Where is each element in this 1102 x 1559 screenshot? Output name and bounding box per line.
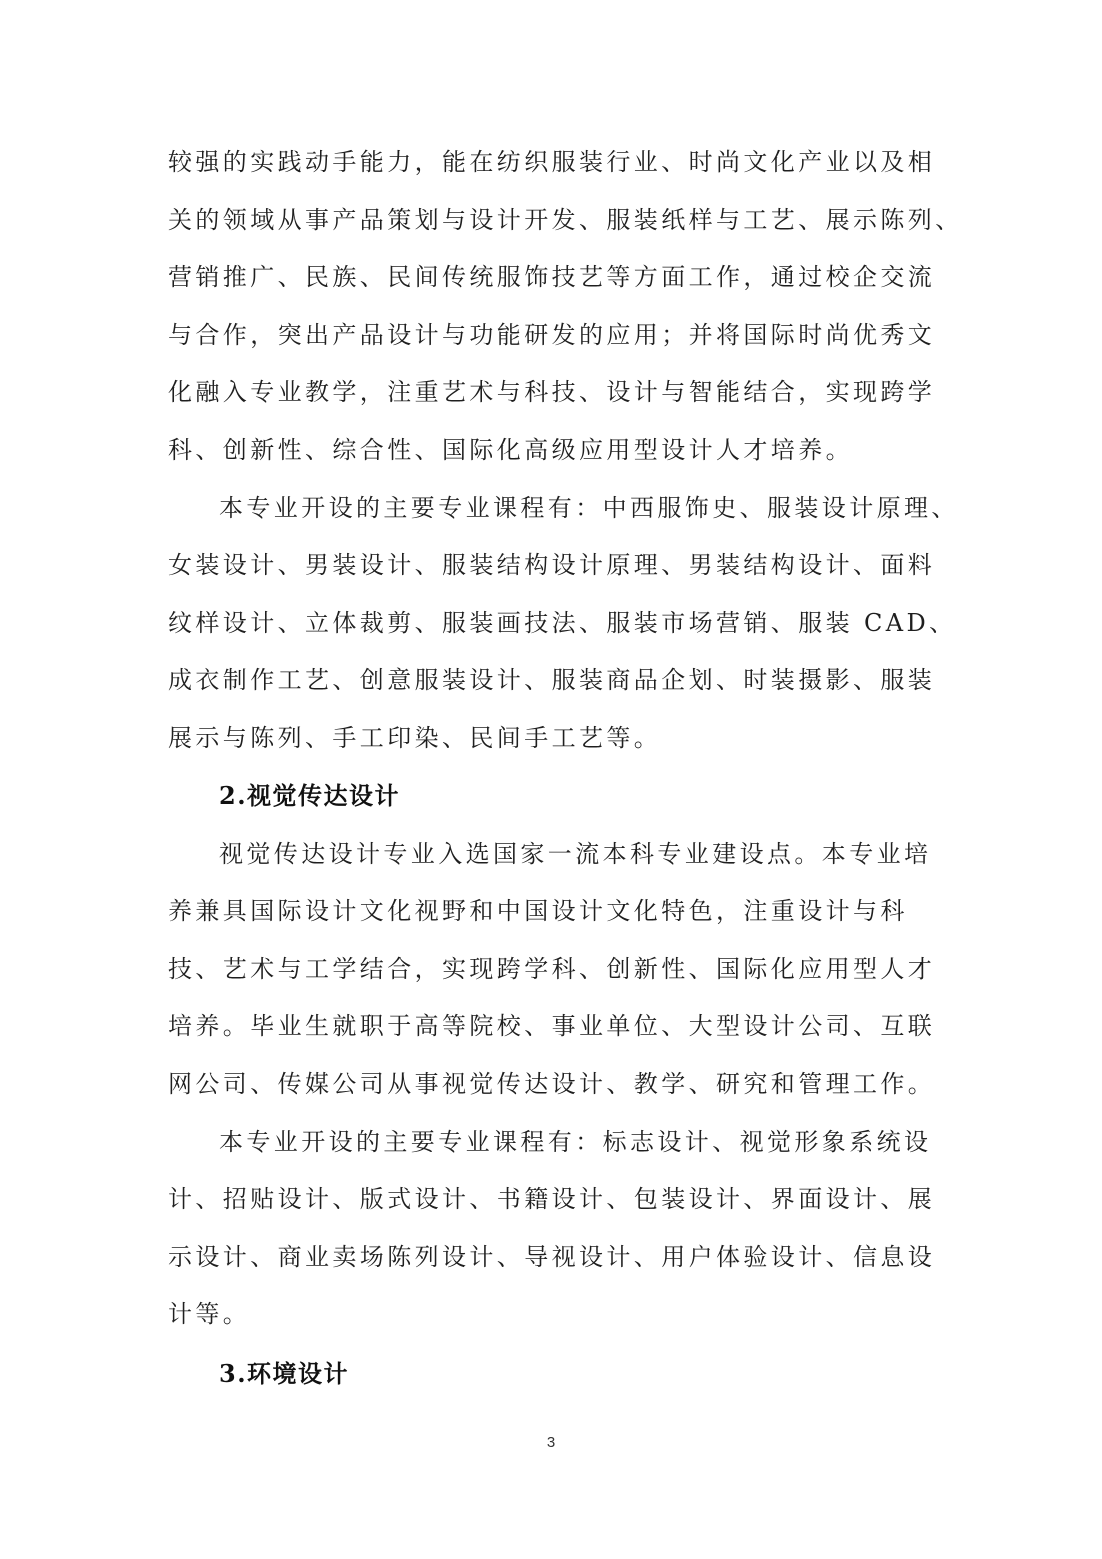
section-heading-visual-communication: 2.视觉传达设计 bbox=[219, 781, 401, 810]
text-line: 培养。毕业生就职于高等院校、事业单位、大型设计公司、互联 bbox=[168, 1012, 936, 1040]
text-line: 营销推广、民族、民间传统服饰技艺等方面工作，通过校企交流 bbox=[168, 263, 936, 291]
page-number: 3 bbox=[546, 1434, 556, 1451]
text-line: 网公司、传媒公司从事视觉传达设计、教学、研究和管理工作。 bbox=[168, 1070, 936, 1098]
text-line: 成衣制作工艺、创意服装设计、服装商品企划、时装摄影、服装 bbox=[168, 666, 936, 694]
section-heading-environmental-design: 3.环境设计 bbox=[219, 1359, 350, 1388]
text-line: 视觉传达设计专业入选国家一流本科专业建设点。本专业培 bbox=[219, 840, 932, 868]
text-line: 示设计、商业卖场陈列设计、导视设计、用户体验设计、信息设 bbox=[168, 1243, 936, 1271]
text-line: 计等。 bbox=[168, 1300, 251, 1328]
text-line: 与合作，突出产品设计与功能研发的应用；并将国际时尚优秀文 bbox=[168, 321, 936, 349]
text-line: 本专业开设的主要专业课程有：中西服饰史、服装设计原理、 bbox=[219, 494, 959, 522]
text-line: 化融入专业教学，注重艺术与科技、设计与智能结合，实现跨学 bbox=[168, 378, 936, 406]
text-line: 展示与陈列、手工印染、民间手工艺等。 bbox=[168, 724, 662, 752]
text-line: 养兼具国际设计文化视野和中国设计文化特色，注重设计与科 bbox=[168, 897, 908, 925]
text-line: 较强的实践动手能力，能在纺织服装行业、时尚文化产业以及相 bbox=[168, 148, 936, 176]
text-line: 计、招贴设计、版式设计、书籍设计、包装设计、界面设计、展 bbox=[168, 1185, 936, 1213]
text-line: 本专业开设的主要专业课程有：标志设计、视觉形象系统设 bbox=[219, 1128, 932, 1156]
text-line: 科、创新性、综合性、国际化高级应用型设计人才培养。 bbox=[168, 436, 853, 464]
text-line: 纹样设计、立体裁剪、服装画技法、服装市场营销、服装 CAD、 bbox=[168, 609, 957, 637]
text-line: 技、艺术与工学结合，实现跨学科、创新性、国际化应用型人才 bbox=[168, 955, 936, 983]
text-line: 关的领域从事产品策划与设计开发、服装纸样与工艺、展示陈列、 bbox=[168, 206, 963, 234]
text-line: 女装设计、男装设计、服装结构设计原理、男装结构设计、面料 bbox=[168, 551, 936, 579]
